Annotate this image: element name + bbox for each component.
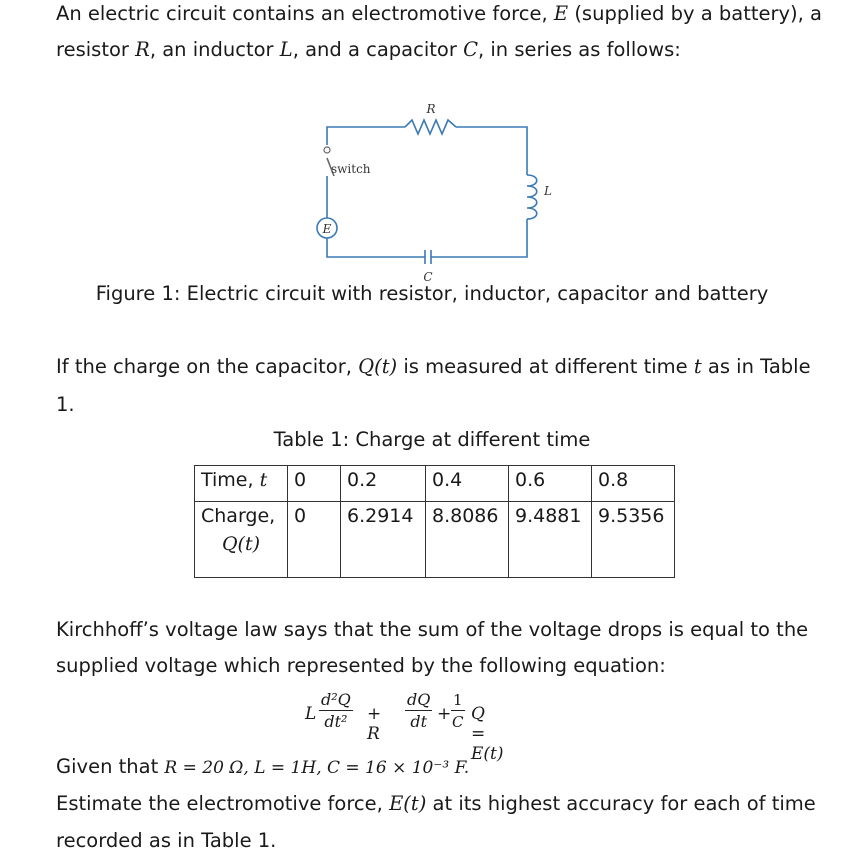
label-r: R bbox=[426, 102, 436, 116]
time-cell: 0.8 bbox=[592, 466, 675, 502]
eq-rhs: Q = E(t) bbox=[471, 704, 504, 764]
time-cell: 0.4 bbox=[426, 466, 509, 502]
switch-terminal bbox=[324, 147, 330, 153]
charge-cell: 9.4881 bbox=[509, 502, 592, 578]
figure-caption: Figure 1: Electric circuit with resistor, inductor, capacitor and battery bbox=[95, 282, 769, 305]
var-e: E bbox=[553, 2, 569, 25]
time-cell: 0.2 bbox=[341, 466, 426, 502]
label-c: C bbox=[423, 270, 433, 284]
estimate-line-2: recorded as in Table 1. bbox=[56, 829, 277, 852]
var-et: E(t) bbox=[389, 792, 427, 815]
charge-cell: 9.5356 bbox=[592, 502, 675, 578]
given-values: R = 20 Ω, L = 1H, C = 16 × 10⁻³ F. bbox=[164, 758, 470, 778]
intro-text: , an inductor bbox=[149, 38, 280, 61]
var-qt: Q(t) bbox=[358, 355, 398, 378]
given-line bbox=[56, 755, 469, 780]
charge-text: If the charge on the capacitor, bbox=[56, 355, 359, 378]
charge-cell: 0 bbox=[288, 502, 341, 578]
given-text: Given that bbox=[56, 755, 165, 778]
eq-plus-r: + R bbox=[367, 704, 382, 744]
charge-text: is measured at different time bbox=[397, 355, 694, 378]
charge-line-2: 1. bbox=[56, 393, 75, 416]
var-c: C bbox=[463, 38, 478, 61]
kirchhoff-line-1: Kirchhoff’s voltage law says that the sum of the voltage drops is equal to the bbox=[56, 618, 809, 641]
resistor-symbol bbox=[405, 120, 456, 134]
intro-line-1 bbox=[56, 2, 822, 26]
var-l: L bbox=[279, 38, 293, 61]
charge-line-1 bbox=[56, 355, 811, 379]
intro-text: (supplied by a battery), a bbox=[568, 2, 823, 25]
intro-text: , in series as follows: bbox=[477, 38, 681, 61]
row-header-charge: Charge, Q(t) bbox=[195, 502, 288, 578]
table-caption: Table 1: Charge at different time bbox=[273, 428, 591, 451]
intro-text: An electric circuit contains an electromotive force, bbox=[56, 2, 554, 25]
inductor-symbol bbox=[527, 175, 537, 219]
intro-text: , and a capacitor bbox=[292, 38, 464, 61]
charge-cell: 8.8086 bbox=[426, 502, 509, 578]
label-l: L bbox=[544, 184, 552, 198]
charge-cell: 6.2914 bbox=[341, 502, 426, 578]
intro-line-2 bbox=[56, 38, 681, 62]
charge-table bbox=[194, 465, 675, 578]
intro-text: resistor bbox=[56, 38, 136, 61]
estimate-text: Estimate the electromotive force, bbox=[56, 792, 390, 815]
var-r: R bbox=[135, 38, 150, 61]
eq-l: L bbox=[305, 704, 317, 724]
label-e: E bbox=[322, 222, 332, 236]
table-row-time bbox=[195, 466, 675, 502]
time-cell: 0 bbox=[288, 466, 341, 502]
charge-text: as in Table bbox=[701, 355, 811, 378]
kirchhoff-line-2: supplied voltage which represented by the following equation: bbox=[56, 654, 666, 677]
table-row-charge bbox=[195, 502, 675, 578]
estimate-text: at its highest accuracy for each of time bbox=[426, 792, 816, 815]
row-header-time: Time, t bbox=[195, 466, 288, 502]
eq-frac-derivative: $\frac{dQ}{dt}$ bbox=[407, 690, 431, 731]
time-cell: 0.6 bbox=[509, 466, 592, 502]
eq-plus: + bbox=[437, 704, 452, 724]
circuit-diagram bbox=[300, 100, 560, 285]
estimate-line-1 bbox=[56, 792, 816, 816]
var-t: t bbox=[693, 355, 702, 378]
label-switch: switch bbox=[331, 162, 371, 176]
circuit-wires bbox=[327, 120, 537, 264]
eq-frac-second-derivative: $\frac{\text{d²Q}}{\text{dt²}}$ bbox=[321, 690, 351, 731]
eq-frac-inverse-c: $\frac{1}{C}$ bbox=[452, 691, 464, 731]
